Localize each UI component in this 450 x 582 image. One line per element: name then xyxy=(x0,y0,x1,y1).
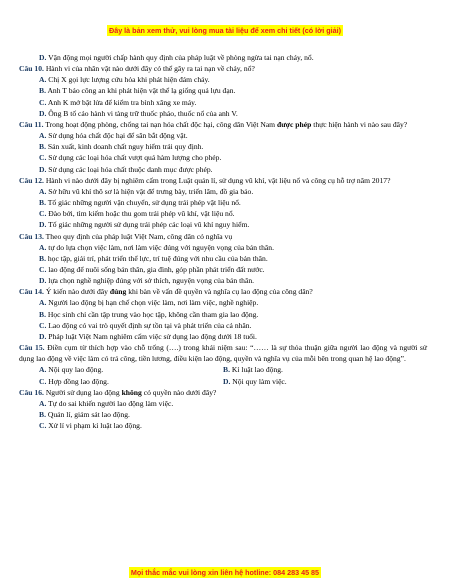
question-15 xyxy=(19,342,427,364)
option: D. Sử dụng các loại hóa chất thuộc danh mục được phép. xyxy=(39,164,213,174)
option: B. Học sinh chỉ cần tập trung vào học tập, không cần tham gia lao động. xyxy=(39,309,259,319)
option: B. Anh T báo công an khi phát hiện vật thể lạ giống quả lựu đạn. xyxy=(39,86,236,96)
question-10 xyxy=(19,63,427,74)
question-text: Điền cụm từ thích hợp vào chỗ trống (….) trong khái niệm sau: “…… là sự thỏa thuận giữa người lao động và người sử dụng lao động về việc làm có trả công, tiền lương, điều kiện lao động, quyền và nghĩa vụ của mỗi bên trong quan hệ lao động”. xyxy=(19,343,427,364)
option: D. Ông B tố cáo hành vi tàng trữ thuốc pháo, thuốc nổ của anh V. xyxy=(39,108,238,118)
question-text: Hành vi nào dưới đây bị nghiêm cấm trong Luật quản lí, sử dụng vũ khí, vật liệu nổ và công cụ hỗ trợ năm 2017? xyxy=(45,175,391,185)
option: A. Tự do sai khiến người lao động làm việc. xyxy=(39,398,174,408)
hotline-banner xyxy=(0,568,450,577)
question-text: Theo quy định của pháp luật Việt Nam, công dân có nghĩa vụ xyxy=(45,231,233,241)
option: D. Nội quy làm việc. xyxy=(223,376,287,386)
option: B. Sản xuất, kinh doanh chất nguy hiểm trái quy định. xyxy=(39,142,204,152)
option: A. Sở hữu vũ khí thô sơ là hiện vật để trưng bày, triển lãm, đồ gia bảo. xyxy=(39,186,254,196)
option: C. Anh K mở bật lửa để kiểm tra bình xăng xe máy. xyxy=(39,97,197,107)
option-row xyxy=(19,376,427,387)
option: C. Hợp đồng lao động. xyxy=(39,376,109,386)
question-number: Câu 12. xyxy=(19,175,44,185)
option: C. Lao động có vai trò quyết định sự tồn tại và phát triển của cả nhân. xyxy=(39,320,252,330)
option: A. tự do lựa chọn việc làm, nơi làm việc đúng với nguyện vọng của bản thân. xyxy=(39,242,274,252)
option: B. Tố giác những người vận chuyển, sử dụng trái phép vật liệu nổ. xyxy=(39,198,241,208)
option-row xyxy=(19,364,427,375)
preview-notice-banner xyxy=(0,26,450,35)
question-number: Câu 16. xyxy=(19,387,44,397)
question-12 xyxy=(19,175,427,186)
question-number: Câu 13. xyxy=(19,231,44,241)
hotline-text: Mọi thắc mắc vui lòng xin liên hệ hotline: 084 283 45 85 xyxy=(130,568,320,577)
option-d-continued: D. Vận động mọi người chấp hành quy định của pháp luật về phòng ngừa tai nạn cháy, nổ. xyxy=(39,53,314,62)
question-text: Hành vi của nhân vật nào dưới đây có thể gây ra tai nạn về cháy, nổ? xyxy=(45,64,255,74)
option: C. Sử dụng các loại hóa chất vượt quá hàm lượng cho phép. xyxy=(39,153,222,163)
option: A. Sử dụng hóa chất độc hại để săn bắt động vật. xyxy=(39,131,188,141)
option: D. lựa chọn nghề nghiệp đúng với sở thích, nguyện vọng của bản thân. xyxy=(39,276,255,286)
emphasis: không xyxy=(121,387,142,397)
document-body xyxy=(19,52,427,431)
question-14: Câu 14. Ý kiến nào dưới đây đúng khi bàn về vấn đề quyền và nghĩa cụ lao động của công dân? xyxy=(19,287,313,297)
option: C. lao động để nuôi sống bản thân, gia đình, góp phần phát triển đất nước. xyxy=(39,264,265,274)
emphasis: được phép xyxy=(277,119,312,129)
option: B. học tập, giải trí, phát triển thể lực, trí tuệ đúng với nhu cầu của bản thân. xyxy=(39,253,268,263)
option: B. Kỉ luật lao động. xyxy=(223,365,283,375)
question-16: Câu 16. Người sử dụng lao động không có quyền nào dưới đây? xyxy=(19,387,217,397)
option: C. Xử lí vi phạm kỉ luật lao động. xyxy=(39,421,142,431)
option: A. Chị X gọi lực lượng cứu hỏa khi phát hiện đám cháy. xyxy=(39,75,210,85)
option: A. Nội quy lao động. xyxy=(39,365,104,375)
question-11: Câu 11. Trong hoạt động phòng, chống tai nạn hóa chất độc hại, công dân Việt Nam được phép thực hiện hành vi nào sau đây? xyxy=(19,119,408,129)
question-number: Câu 15. xyxy=(19,343,45,353)
question-number: Câu 10. xyxy=(19,64,44,74)
question-13 xyxy=(19,231,427,242)
question-number: Câu 11. xyxy=(19,119,44,129)
option: A. Người lao động bị hạn chế chọn việc làm, nơi làm việc, nghề nghiệp. xyxy=(39,298,259,308)
option: D. Pháp luật Việt Nam nghiêm cấm việc sử dụng lao động dưới 18 tuổi. xyxy=(39,331,257,341)
option: B. Quản lí, giám sát lao động. xyxy=(39,410,130,419)
question-number: Câu 14. xyxy=(19,287,44,297)
emphasis: đúng xyxy=(109,287,127,297)
preview-notice-text: Đây là bản xem thử, vui lòng mua tài liệu để xem chi tiết (có lời giải) xyxy=(109,26,341,35)
option: D. Tố giác những người sử dụng trái phép các loại vũ khí nguy hiểm. xyxy=(39,220,250,230)
option: C. Đào bới, tìm kiếm hoặc thu gom trái phép vũ khí, vật liệu nổ. xyxy=(39,209,235,219)
